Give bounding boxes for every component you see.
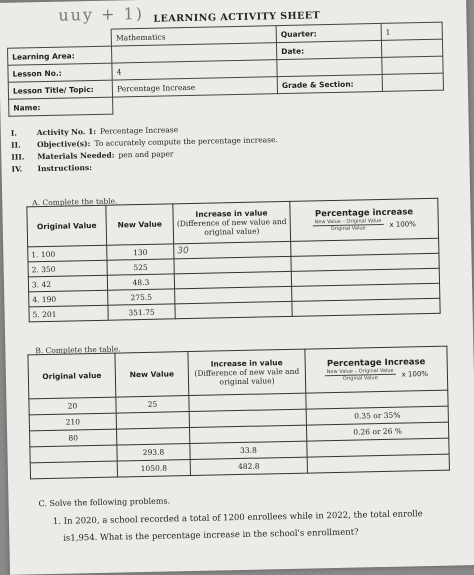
percentage-formula: $\frac{\text{New Value – Original Value}}{\text{Original Value}}$ x 100%: [326, 367, 429, 382]
part-a-table: [26, 198, 440, 323]
table-row: 1. 100 130 30: [28, 238, 439, 262]
header-table: [7, 22, 445, 117]
handwritten-answer[interactable]: 30: [174, 241, 291, 258]
learning-area-value: Mathematics: [111, 26, 276, 46]
col-increase: Increase in value (Difference of new vale and original value): [188, 349, 306, 395]
sheet-title: LEARNING ACTIVITY SHEET: [153, 10, 321, 25]
lesson-title-label: Lesson Title/ Topic:: [8, 80, 113, 99]
part-c-instruction: C. Solve the following problems.: [38, 496, 171, 509]
col-percentage-increase: Percentage increase $\frac{\text{New Value – Original Value}}{\text{Original Value}}$ x 100%: [290, 198, 439, 241]
table-row: 20 25: [29, 390, 448, 415]
lesson-title-value: Percentage Increase: [112, 77, 277, 97]
part-b-table: [27, 346, 450, 480]
quarter-label: Quarter:: [276, 23, 381, 42]
name-label: Name:: [9, 97, 114, 116]
table-row: 80 0.26 or 26 %: [30, 422, 449, 447]
col-new-value: New Value: [115, 352, 189, 398]
table-row: 3. 42 48.3: [28, 268, 439, 292]
col-new-value: New Value: [106, 204, 174, 245]
lesson-no-value: 4: [112, 60, 277, 80]
item-materials: III. Materials Needed: pen and paper: [11, 148, 174, 162]
col-original-value: Original Value: [27, 205, 107, 247]
date-label: Date:: [277, 40, 382, 59]
table-row: 2. 350 525: [28, 253, 439, 277]
percentage-formula: $\frac{\text{New Value – Original Value}}{\text{Original Value}}$ x 100%: [314, 217, 416, 233]
item-objective: II. Objective(s): To accurately compute the percentage increase.: [10, 134, 278, 150]
table-row: 293.8 33.8: [30, 438, 449, 463]
table-row: 1050.8 482.8: [30, 454, 449, 479]
quarter-value: 1: [381, 22, 443, 40]
lesson-no-label: Lesson No.:: [8, 63, 113, 82]
handwritten-scribble: uuy + 1): [58, 3, 145, 25]
part-a-instruction: A. Complete the table.: [32, 196, 118, 208]
col-original-value: Original value: [28, 353, 116, 399]
grade-section-label: Grade & Section:: [277, 74, 382, 93]
col-percentage-increase: Percentage Increase $\frac{\text{New Value – Original Value}}{\text{Original Value}}$ x 100%: [305, 346, 448, 393]
item-instructions: IV. Instructions:: [11, 162, 93, 174]
table-row: 5. 201 351.75: [29, 298, 440, 322]
instruction-items: [9, 118, 450, 175]
item-activity: I. Activity No. 1: Percentage Increase: [10, 124, 179, 138]
table-row: 4. 190 275.5: [29, 283, 440, 307]
problem-1: 1. In 2020, a school recorded a total of 1200 enrollees while in 2022, the total enrolle is1,954. What is the percentage increase in the school's enrollment?: [52, 509, 423, 544]
grade-section-value: [382, 73, 444, 91]
col-increase: Increase in value (Difference of new value and original value): [173, 201, 291, 243]
part-b-instruction: B. Complete the table.: [35, 344, 121, 356]
date-value: [381, 39, 443, 57]
table-row: 210 0.35 or 35%: [29, 406, 448, 431]
learning-area-label: Learning Area:: [8, 46, 113, 65]
